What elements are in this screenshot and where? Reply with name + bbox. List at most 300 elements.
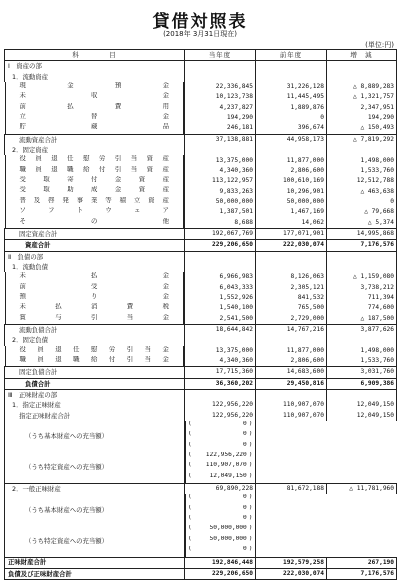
label-char: 未 <box>19 303 26 311</box>
label-char: 助 <box>67 186 74 194</box>
paren-close: ) <box>248 494 253 501</box>
current-year-value: 229,206,650 <box>185 240 256 251</box>
change-value <box>327 72 397 82</box>
paren-value: 0 <box>243 515 247 522</box>
label-char: 産 <box>162 176 169 184</box>
current-year-value <box>185 145 256 155</box>
change-value: △ 1,321,757 <box>327 92 397 102</box>
change-value <box>185 442 256 452</box>
current-year-value: 4,340,360 <box>185 356 256 367</box>
current-year-value: 192,067,769 <box>185 228 256 239</box>
current-year-value: 1,552,926 <box>185 293 256 303</box>
label-char: 金 <box>162 355 169 363</box>
document-date: (2018年 3月31日現在) <box>163 30 237 38</box>
table-row <box>5 61 397 72</box>
current-year-value: 13,375,000 <box>185 155 256 165</box>
table-row <box>5 484 397 495</box>
previous-year-value: 2,305,121 <box>256 283 327 293</box>
row-label: 固定資産合計 <box>5 228 185 239</box>
row-label: Ⅰ 資産の部 <box>5 61 185 72</box>
row-label <box>5 283 185 293</box>
paren-value: 110,907,070 <box>205 462 247 469</box>
label-char: 品 <box>162 123 169 131</box>
label-char: 職 <box>73 355 80 363</box>
change-value <box>327 145 397 155</box>
paren-open: ( <box>188 504 192 511</box>
previous-year-value: 2,806,600 <box>256 356 327 367</box>
current-year-value <box>185 390 256 401</box>
paren-open: ( <box>188 494 192 501</box>
paren-close: ) <box>248 452 253 459</box>
table-row <box>5 324 397 335</box>
table-row <box>5 155 397 165</box>
row-label <box>5 113 185 123</box>
previous-year-value: 11,445,495 <box>256 92 327 102</box>
paren-value: 50,000,000 <box>209 525 247 532</box>
label-char: 与 <box>55 313 62 321</box>
table-row <box>5 494 397 525</box>
row-label <box>5 176 185 186</box>
paren-value: 0 <box>243 504 247 511</box>
row-label <box>5 356 185 366</box>
label-char: 蔵 <box>91 123 98 131</box>
label-char: 成 <box>91 186 98 194</box>
label-char: り <box>91 292 98 300</box>
label-char: 金 <box>114 186 122 194</box>
current-year-value: 8,688 <box>185 218 256 229</box>
label-char: 寄 <box>67 176 74 184</box>
previous-year-value: 396,674 <box>256 123 327 134</box>
previous-year-value: 110,907,070 <box>256 400 327 410</box>
row-label: 正味財産合計 <box>5 557 185 568</box>
paren-open: ( <box>188 525 192 532</box>
label-char: 資 <box>148 196 155 204</box>
table-row <box>5 123 397 134</box>
change-value <box>327 61 397 72</box>
previous-year-value: 2,806,600 <box>256 166 327 176</box>
table-row <box>5 262 397 272</box>
change-value: △ 1,159,080 <box>327 272 397 282</box>
label-char: 金 <box>114 176 122 184</box>
row-label <box>5 166 185 176</box>
current-year-value: 1,387,501 <box>185 207 256 217</box>
table-row <box>5 197 397 207</box>
label-char: 消 <box>91 303 98 311</box>
table-row <box>5 557 397 568</box>
current-year-value: 69,890,228 <box>185 484 256 495</box>
change-value: △ 5,374 <box>327 218 397 229</box>
previous-year-value <box>256 262 327 272</box>
table-row <box>5 134 397 145</box>
label-char: 業 <box>90 196 98 204</box>
label-char: 金 <box>162 92 169 100</box>
table-row <box>5 378 397 389</box>
previous-year-value <box>256 72 327 82</box>
table-row <box>5 452 397 484</box>
label-char: 預 <box>19 292 26 300</box>
label-char: 産 <box>162 196 169 204</box>
label-char: 払 <box>55 303 62 311</box>
row-label <box>5 186 185 196</box>
change-value <box>185 546 256 556</box>
table-row <box>5 240 397 251</box>
label-char: 職 <box>19 165 26 173</box>
change-value: 1,533,760 <box>327 166 397 176</box>
change-value <box>185 515 256 525</box>
current-year-value: 22,336,845 <box>185 82 256 92</box>
label-char: 啓 <box>48 196 55 204</box>
row-label <box>5 314 185 324</box>
row-label <box>5 155 185 165</box>
label-char: 給 <box>91 355 98 363</box>
table-row <box>5 228 397 239</box>
label-char: 金 <box>162 345 169 353</box>
label-char: 産 <box>162 186 169 194</box>
row-label: 固定負債合計 <box>5 367 185 378</box>
change-value <box>327 262 397 272</box>
table-row <box>5 103 397 113</box>
label-char: 立 <box>19 113 26 121</box>
label-char: 費 <box>126 303 134 311</box>
label-char: 産 <box>162 165 169 173</box>
table-row <box>5 92 397 102</box>
previous-year-value <box>256 61 327 72</box>
change-value <box>185 473 256 483</box>
label-char: 金 <box>162 282 169 290</box>
paren-open: ( <box>188 421 192 428</box>
change-value: 1,533,760 <box>327 356 397 367</box>
label-char: 立 <box>133 196 141 204</box>
label-char: 引 <box>126 355 134 363</box>
label-char: の <box>91 217 98 225</box>
label-char: 退 <box>51 165 58 173</box>
row-label: 1．指定正味財産 <box>5 400 185 410</box>
paren-close: ) <box>248 525 253 532</box>
paren-value: 50,000,000 <box>209 535 247 542</box>
current-year-value: 13,375,000 <box>185 346 256 356</box>
paren-value: 0 <box>243 441 247 448</box>
change-value: 7,176,576 <box>327 240 397 251</box>
label-char: 金 <box>162 82 169 90</box>
previous-year-value: 14,683,600 <box>256 367 327 378</box>
table-row <box>5 411 397 421</box>
label-char: 慰 <box>91 345 98 353</box>
current-year-value <box>185 72 256 82</box>
change-value: 3,877,626 <box>327 324 397 335</box>
current-year-value: 17,715,360 <box>185 367 256 378</box>
label-char: 前 <box>19 102 26 110</box>
previous-year-value: 11,877,000 <box>256 155 327 165</box>
current-year-value: 50,000,000 <box>185 197 256 207</box>
label-char: 受 <box>19 176 26 184</box>
label-char: 職 <box>19 355 26 363</box>
row-label <box>5 92 185 102</box>
row-label: （うち基本財産への充当額） <box>5 421 185 452</box>
table-row <box>5 113 397 123</box>
current-year-value: 6,966,983 <box>185 272 256 282</box>
previous-year-value: 2,729,000 <box>256 314 327 325</box>
label-char: 当 <box>126 313 134 321</box>
label-char: 退 <box>51 155 58 163</box>
current-year-value <box>185 421 256 431</box>
row-label: 2．固定負債 <box>5 335 185 345</box>
change-value: 2,347,951 <box>327 103 397 113</box>
row-label: 流動資産合計 <box>5 134 185 145</box>
row-label: 2．固定資産 <box>5 145 185 155</box>
label-char: ウ <box>105 207 112 215</box>
label-char: 他 <box>162 217 169 225</box>
current-year-value: 6,043,333 <box>185 283 256 293</box>
paren-close: ) <box>248 546 253 553</box>
current-year-value <box>185 494 256 504</box>
row-label: 資産合計 <box>5 240 185 251</box>
change-value: 12,049,150 <box>327 411 397 421</box>
current-year-value <box>185 525 256 535</box>
change-value: △ 187,500 <box>327 314 397 325</box>
label-char: 取 <box>43 176 50 184</box>
change-value: △ 11,781,960 <box>327 484 397 495</box>
label-char: 引 <box>114 155 122 163</box>
label-char: 及 <box>33 196 41 204</box>
paren-open: ( <box>188 535 192 542</box>
row-label <box>5 346 185 356</box>
header-change: 増 減 <box>327 50 397 61</box>
label-char: 員 <box>37 355 44 363</box>
header-subject: 科 目 <box>5 50 185 61</box>
change-value <box>327 390 397 401</box>
label-char: そ <box>19 217 26 225</box>
label-char: 払 <box>91 272 98 280</box>
paren-open: ( <box>188 462 192 469</box>
previous-year-value <box>256 145 327 155</box>
previous-year-value: 0 <box>256 113 327 123</box>
label-char: フ <box>48 207 55 215</box>
label-char: 資 <box>138 186 146 194</box>
table-body <box>5 61 397 580</box>
label-char: 金 <box>162 313 169 321</box>
row-label: 指定正味財産合計 <box>5 411 185 421</box>
table-row <box>5 346 397 356</box>
label-char: 貯 <box>19 123 26 131</box>
label-char: 預 <box>114 82 122 90</box>
label-char: 役 <box>19 155 26 163</box>
current-year-value: 113,122,957 <box>185 176 256 186</box>
change-value: △ 8,889,283 <box>327 82 397 92</box>
previous-year-value: 765,500 <box>256 303 327 313</box>
previous-year-value <box>256 251 327 262</box>
current-year-value <box>185 251 256 262</box>
change-value: 267,190 <box>327 557 397 568</box>
table-row <box>5 218 397 229</box>
paren-open: ( <box>188 472 192 479</box>
balance-sheet-table <box>4 49 397 580</box>
label-char: 積 <box>119 196 126 204</box>
previous-year-value: 50,000,000 <box>256 197 327 207</box>
current-year-value: 246,181 <box>185 123 256 134</box>
label-char: 引 <box>114 165 122 173</box>
previous-year-value: 110,907,070 <box>256 411 327 421</box>
label-char: 労 <box>98 155 106 163</box>
paren-close: ) <box>248 472 253 479</box>
row-label <box>5 218 185 228</box>
table-row <box>5 72 397 82</box>
row-label <box>5 293 185 303</box>
row-label: （うち基本財産への充当額） <box>5 494 185 525</box>
label-char: ソ <box>19 207 26 215</box>
current-year-value <box>185 452 256 462</box>
change-value: 12,049,150 <box>327 400 397 410</box>
table-header-row <box>5 50 397 61</box>
previous-year-value <box>256 390 327 401</box>
paren-close: ) <box>248 515 253 522</box>
paren-close: ) <box>248 504 253 511</box>
row-label <box>5 207 185 217</box>
label-char: 金 <box>162 292 169 300</box>
label-char: 退 <box>55 355 62 363</box>
table-row <box>5 272 397 282</box>
label-char: 当 <box>130 165 138 173</box>
current-year-value <box>185 262 256 272</box>
current-year-value <box>185 61 256 72</box>
label-char: 取 <box>43 186 50 194</box>
label-char: 資 <box>146 155 154 163</box>
label-char: 現 <box>19 82 26 90</box>
change-value: 711,394 <box>327 293 397 303</box>
change-value: △ 79,668 <box>327 207 397 217</box>
label-char: 金 <box>162 272 169 280</box>
change-value: 3,031,760 <box>327 367 397 378</box>
label-char: ト <box>76 207 84 215</box>
change-value: 14,995,868 <box>327 228 397 239</box>
paren-close: ) <box>248 431 253 438</box>
previous-year-value: 11,877,000 <box>256 346 327 356</box>
change-value: 6,909,386 <box>327 378 397 389</box>
table-row <box>5 421 397 452</box>
change-value: 774,600 <box>327 303 397 313</box>
label-char: 受 <box>19 186 26 194</box>
header-current-year: 当年度 <box>185 50 256 61</box>
label-char: 当 <box>130 155 138 163</box>
label-char: 任 <box>67 155 74 163</box>
row-label: 負債及び正味財産合計 <box>5 568 185 579</box>
document-title: 貸借対照表 <box>152 12 248 32</box>
label-char: 引 <box>126 345 134 353</box>
paren-open: ( <box>188 546 192 553</box>
label-char: 労 <box>108 345 116 353</box>
paren-value: 0 <box>243 546 247 553</box>
row-label <box>5 82 185 92</box>
label-char: 金 <box>162 113 169 121</box>
label-char: 事 <box>76 196 84 204</box>
change-value <box>327 251 397 262</box>
row-label: （うち特定資産への充当額） <box>5 452 185 484</box>
label-char: 受 <box>91 282 98 290</box>
table-row <box>5 145 397 155</box>
current-year-value: 37,138,881 <box>185 134 256 145</box>
table-row <box>5 335 397 345</box>
label-char: 前 <box>19 282 26 290</box>
change-value: 1,498,000 <box>327 155 397 165</box>
current-year-value: 10,123,738 <box>185 92 256 102</box>
row-label: Ⅱ 負債の部 <box>5 251 185 262</box>
paren-open: ( <box>188 515 192 522</box>
current-year-value: 194,290 <box>185 113 256 123</box>
label-char: 当 <box>144 345 152 353</box>
previous-year-value: 29,450,816 <box>256 378 327 389</box>
change-value: 1,498,000 <box>327 346 397 356</box>
row-label <box>5 103 185 113</box>
label-char: 資 <box>138 176 146 184</box>
previous-year-value: 8,126,063 <box>256 272 327 282</box>
label-char: 付 <box>108 355 116 363</box>
label-char: 職 <box>67 165 74 173</box>
paren-value: 12,049,150 <box>209 472 247 479</box>
previous-year-value: 14,062 <box>256 218 327 229</box>
table-row <box>5 82 397 92</box>
change-value: 0 <box>327 197 397 207</box>
current-year-value: 18,644,842 <box>185 324 256 335</box>
current-year-value: 1,540,100 <box>185 303 256 313</box>
label-char: 員 <box>35 165 42 173</box>
current-year-value: 122,956,220 <box>185 400 256 410</box>
row-label: 1．流動負債 <box>5 262 185 272</box>
current-year-value <box>185 335 256 345</box>
change-value: 7,176,576 <box>327 568 397 579</box>
table-row <box>5 207 397 217</box>
table-row <box>5 314 397 325</box>
label-char: ェ <box>133 207 141 215</box>
change-value: △ 463,638 <box>327 186 397 196</box>
paren-value: 0 <box>243 421 247 428</box>
table-row <box>5 367 397 378</box>
label-char: 税 <box>162 303 169 311</box>
current-year-value: 4,237,827 <box>185 103 256 113</box>
label-char: 収 <box>91 92 98 100</box>
previous-year-value: 31,226,128 <box>256 82 327 92</box>
label-char: 用 <box>162 102 169 110</box>
label-char: 等 <box>105 196 112 204</box>
current-year-value: 36,360,202 <box>185 378 256 389</box>
paren-open: ( <box>188 452 192 459</box>
row-label: 負債合計 <box>5 378 185 389</box>
row-label: （うち特定資産への充当額） <box>5 525 185 557</box>
label-char: 任 <box>73 345 80 353</box>
previous-year-value: 100,610,169 <box>256 176 327 186</box>
change-value: △ 7,819,292 <box>327 134 397 145</box>
table-row <box>5 283 397 293</box>
change-value: △ 150,493 <box>327 123 397 134</box>
current-year-value: 122,956,220 <box>185 411 256 421</box>
label-char: 員 <box>37 345 44 353</box>
previous-year-value <box>185 536 256 546</box>
table-row <box>5 176 397 186</box>
table-row <box>5 568 397 579</box>
label-char: 賞 <box>19 313 26 321</box>
label-char: 払 <box>67 102 74 110</box>
current-year-value: 9,833,263 <box>185 186 256 196</box>
current-year-value: 4,340,360 <box>185 166 256 176</box>
label-char: 引 <box>91 313 98 321</box>
label-char: 費 <box>114 102 122 110</box>
row-label <box>5 303 185 313</box>
table-row <box>5 293 397 303</box>
label-char: 付 <box>98 165 106 173</box>
previous-year-value: 1,467,169 <box>256 207 327 217</box>
change-value <box>327 335 397 345</box>
label-char: 退 <box>55 345 62 353</box>
previous-year-value: 44,958,173 <box>256 134 327 145</box>
row-label: 1．流動資産 <box>5 72 185 82</box>
